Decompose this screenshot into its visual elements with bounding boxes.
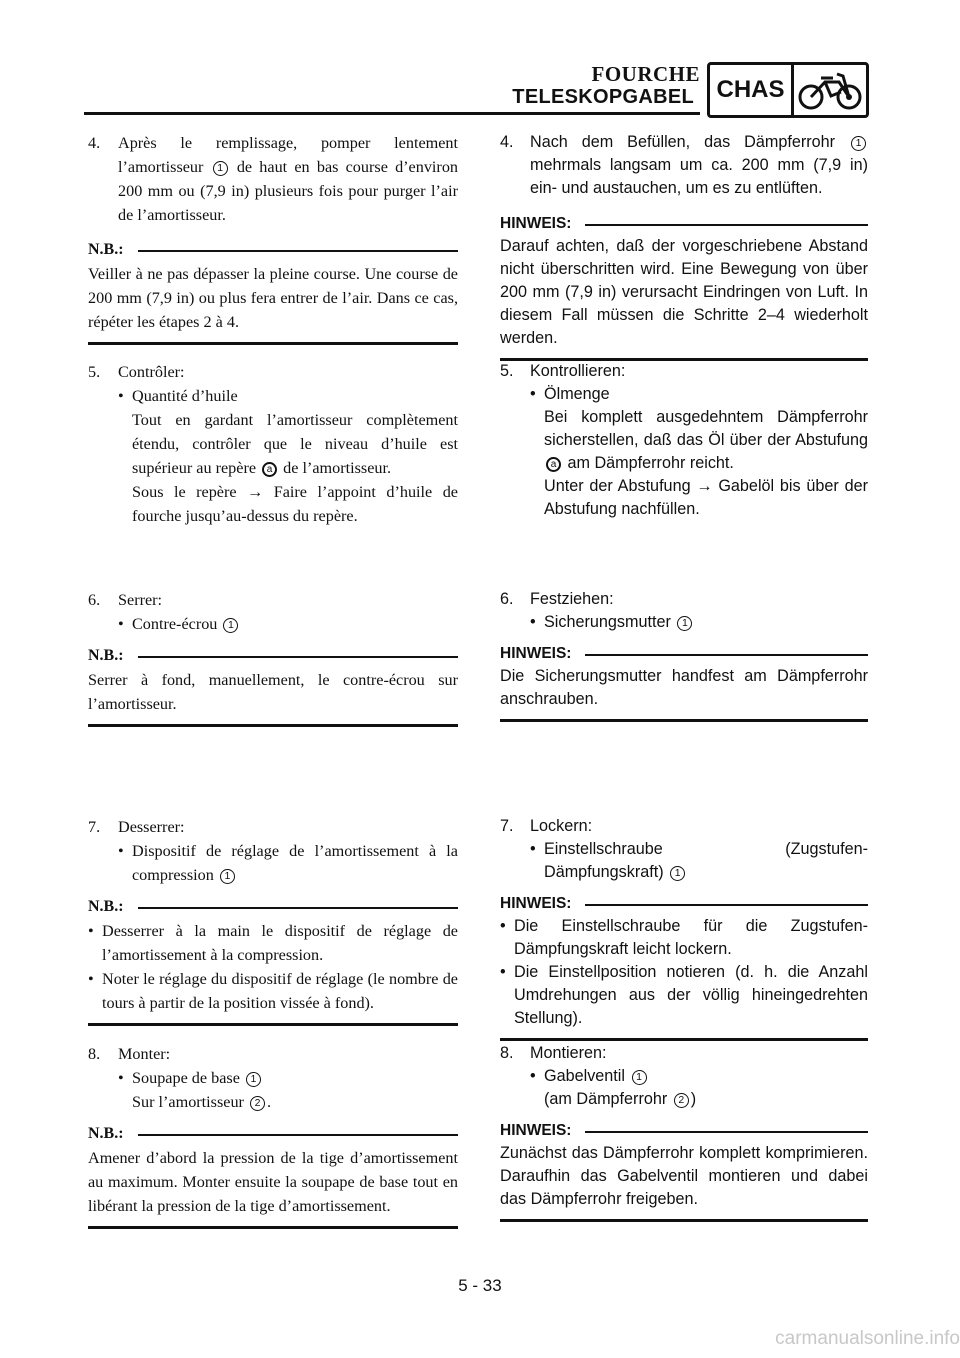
reference-number: 1 [632, 1070, 647, 1085]
step-title: Monter: [118, 1045, 171, 1063]
note-label: HINWEIS: [500, 645, 572, 662]
bullet-item: • Quantité d’huile [118, 387, 238, 405]
note-label: N.B.: [88, 1125, 124, 1142]
watermark: carmanualsonline.info [775, 1328, 960, 1349]
step-title: Festziehen: [530, 590, 614, 608]
note-header [88, 238, 458, 262]
fr-step-7 [88, 815, 458, 1026]
step-number: 7. [88, 818, 101, 836]
header-title-german: TELESKOPGABEL [512, 86, 694, 108]
de-step-6 [500, 588, 868, 722]
step-number: 6. [88, 591, 101, 609]
step-title: Montieren: [530, 1044, 607, 1062]
de-step-5 [500, 360, 868, 521]
note-header [500, 642, 868, 665]
bullet-item: • Ölmenge [530, 385, 610, 403]
fr-step-8 [88, 1042, 458, 1229]
step-detail: Tout en gardant l’amortisseur complètement étendu, contrôler que le niveau d’huile est supérieur au repère a de l’amortisseur. [132, 411, 458, 477]
note-header [88, 644, 458, 668]
step-detail: Sur l’amortisseur 2 . [132, 1093, 272, 1111]
step-text: Nach dem Befüllen, das Dämpferrohr 1 mehrmals langsam um ca. 200 mm (7,9 in) ein- und austauchen, um es zu entlüften. [530, 133, 868, 197]
step-title: Desserrer: [118, 818, 185, 836]
de-step-8 [500, 1042, 868, 1222]
step-number: 5. [88, 363, 101, 381]
note-bullet: • Die Einstellschraube für die Zugstufen-Dämpfungskraft leicht lockern. [500, 917, 868, 958]
reference-number: 1 [213, 161, 228, 176]
note-header [500, 892, 868, 915]
bullet-item: • Contre-écrou 1 [88, 612, 458, 636]
note-end-rule [500, 719, 868, 722]
note-label: N.B.: [88, 241, 124, 258]
step-number: 8. [88, 1045, 101, 1063]
note-text: Serrer à fond, manuellement, le contre-écrou sur l’amortisseur. [88, 671, 458, 713]
step-detail: Unter der Abstufung → Gabelöl bis über der Abstufung nachfüllen. [544, 477, 868, 518]
note-end-rule [88, 1226, 458, 1229]
note-text: Amener d’abord la pression de la tige d’amortissement au maximum. Monter ensuite la soupape de base tout en libérant la pression de la tige d’amortissement. [88, 1149, 458, 1215]
fr-step-4 [88, 131, 458, 345]
note-text: Veiller à ne pas dépasser la pleine course. Une course de 200 mm (7,9 in) ou plus fera entrer de l’air. Dans ce cas, répéter les étapes 2 à 4. [88, 265, 458, 331]
de-step-7 [500, 815, 868, 1041]
step-title: Kontrollieren: [530, 362, 626, 380]
note-label: HINWEIS: [500, 895, 572, 912]
reference-number: 1 [223, 618, 238, 633]
section-label: CHAS [710, 65, 794, 115]
step-number: 7. [500, 817, 514, 835]
reference-letter: a [262, 462, 277, 477]
note-text: Die Sicherungsmutter handfest am Dämpferrohr anschrauben. [500, 667, 868, 708]
note-header [500, 212, 868, 235]
note-label: N.B.: [88, 898, 124, 915]
step-title: Contrôler: [118, 363, 185, 381]
step-number: 4. [500, 133, 514, 151]
note-header [500, 1119, 868, 1142]
reference-number: 2 [250, 1096, 265, 1111]
reference-letter: a [546, 457, 561, 472]
step-number: 8. [500, 1044, 514, 1062]
bullet-item: • Gabelventil 1 [500, 1065, 868, 1088]
german-column [500, 0, 868, 1358]
step-title: Lockern: [530, 817, 593, 835]
note-end-rule [88, 342, 458, 345]
note-label: HINWEIS: [500, 1122, 572, 1139]
step-number: 6. [500, 590, 514, 608]
note-header [88, 895, 458, 919]
note-label: HINWEIS: [500, 215, 572, 232]
step-title: Serrer: [118, 591, 163, 609]
reference-number: 1 [677, 616, 692, 631]
bullet-item: • Soupape de base 1 [88, 1066, 458, 1090]
step-number: 5. [500, 362, 514, 380]
step-number: 4. [88, 134, 101, 152]
note-bullet: • Die Einstellposition notieren (d. h. die Anzahl Umdrehungen aus der völlig hineingedrehten Stellung). [500, 963, 868, 1027]
note-text: Zunächst das Dämpferrohr komplett komprimieren. Daraufhin das Gabelventil montieren und dabei das Dämpferrohr freigeben. [500, 1144, 868, 1208]
note-end-rule [500, 1038, 868, 1041]
bullet-item: • Sicherungsmutter 1 [500, 611, 868, 634]
reference-number: 1 [851, 136, 866, 151]
step-detail: Sous le repère → Faire l’appoint d’huile de fourche jusqu’au-dessus du repère. [132, 483, 458, 525]
reference-number: 2 [674, 1093, 689, 1108]
header-title-french: FOURCHE [591, 62, 700, 86]
step-text: Après le remplissage, pomper lentement l’amortisseur 1 de haut en bas course d’environ 200 mm ou (7,9 in) plusieurs fois pour purger l’air de l’amortisseur. [118, 134, 459, 224]
note-end-rule [88, 724, 458, 727]
reference-number: 1 [220, 869, 235, 884]
note-end-rule [500, 1219, 868, 1222]
bullet-item: • Einstellschraube (Zugstufen-Dämpfungskraft) 1 [530, 840, 868, 881]
de-step-4 [500, 131, 868, 361]
reference-number: 1 [246, 1072, 261, 1087]
fr-step-5 [88, 360, 458, 528]
note-text: Darauf achten, daß der vorgeschriebene Abstand nicht überschritten wird. Eine Bewegung von über 200 mm (7,9 in) verursacht Eindringen von Luft. In diesem Fall müssen die Schritte 2–4 wiederholt werden. [500, 237, 868, 347]
fr-step-6 [88, 588, 458, 727]
note-label: N.B.: [88, 647, 124, 664]
reference-number: 1 [670, 866, 685, 881]
french-column [88, 0, 458, 1358]
note-header [88, 1122, 458, 1146]
bullet-item: • Dispositif de réglage de l’amortissement à la compression 1 [118, 842, 458, 884]
page-number: 5 - 33 [458, 1276, 502, 1295]
step-detail: Bei komplett ausgedehntem Dämpferrohr sicherstellen, daß das Öl über der Abstufung a am Dämpferrohr reicht. [544, 408, 868, 472]
note-bullet: • Desserrer à la main le dispositif de réglage de l’amortissement à la compression. [88, 922, 458, 964]
step-detail: (am Dämpferrohr 2 ) [544, 1090, 697, 1108]
note-bullet: • Noter le réglage du dispositif de réglage (le nombre de tours à partir de la position vissée à fond). [88, 970, 458, 1012]
note-end-rule [88, 1023, 458, 1026]
